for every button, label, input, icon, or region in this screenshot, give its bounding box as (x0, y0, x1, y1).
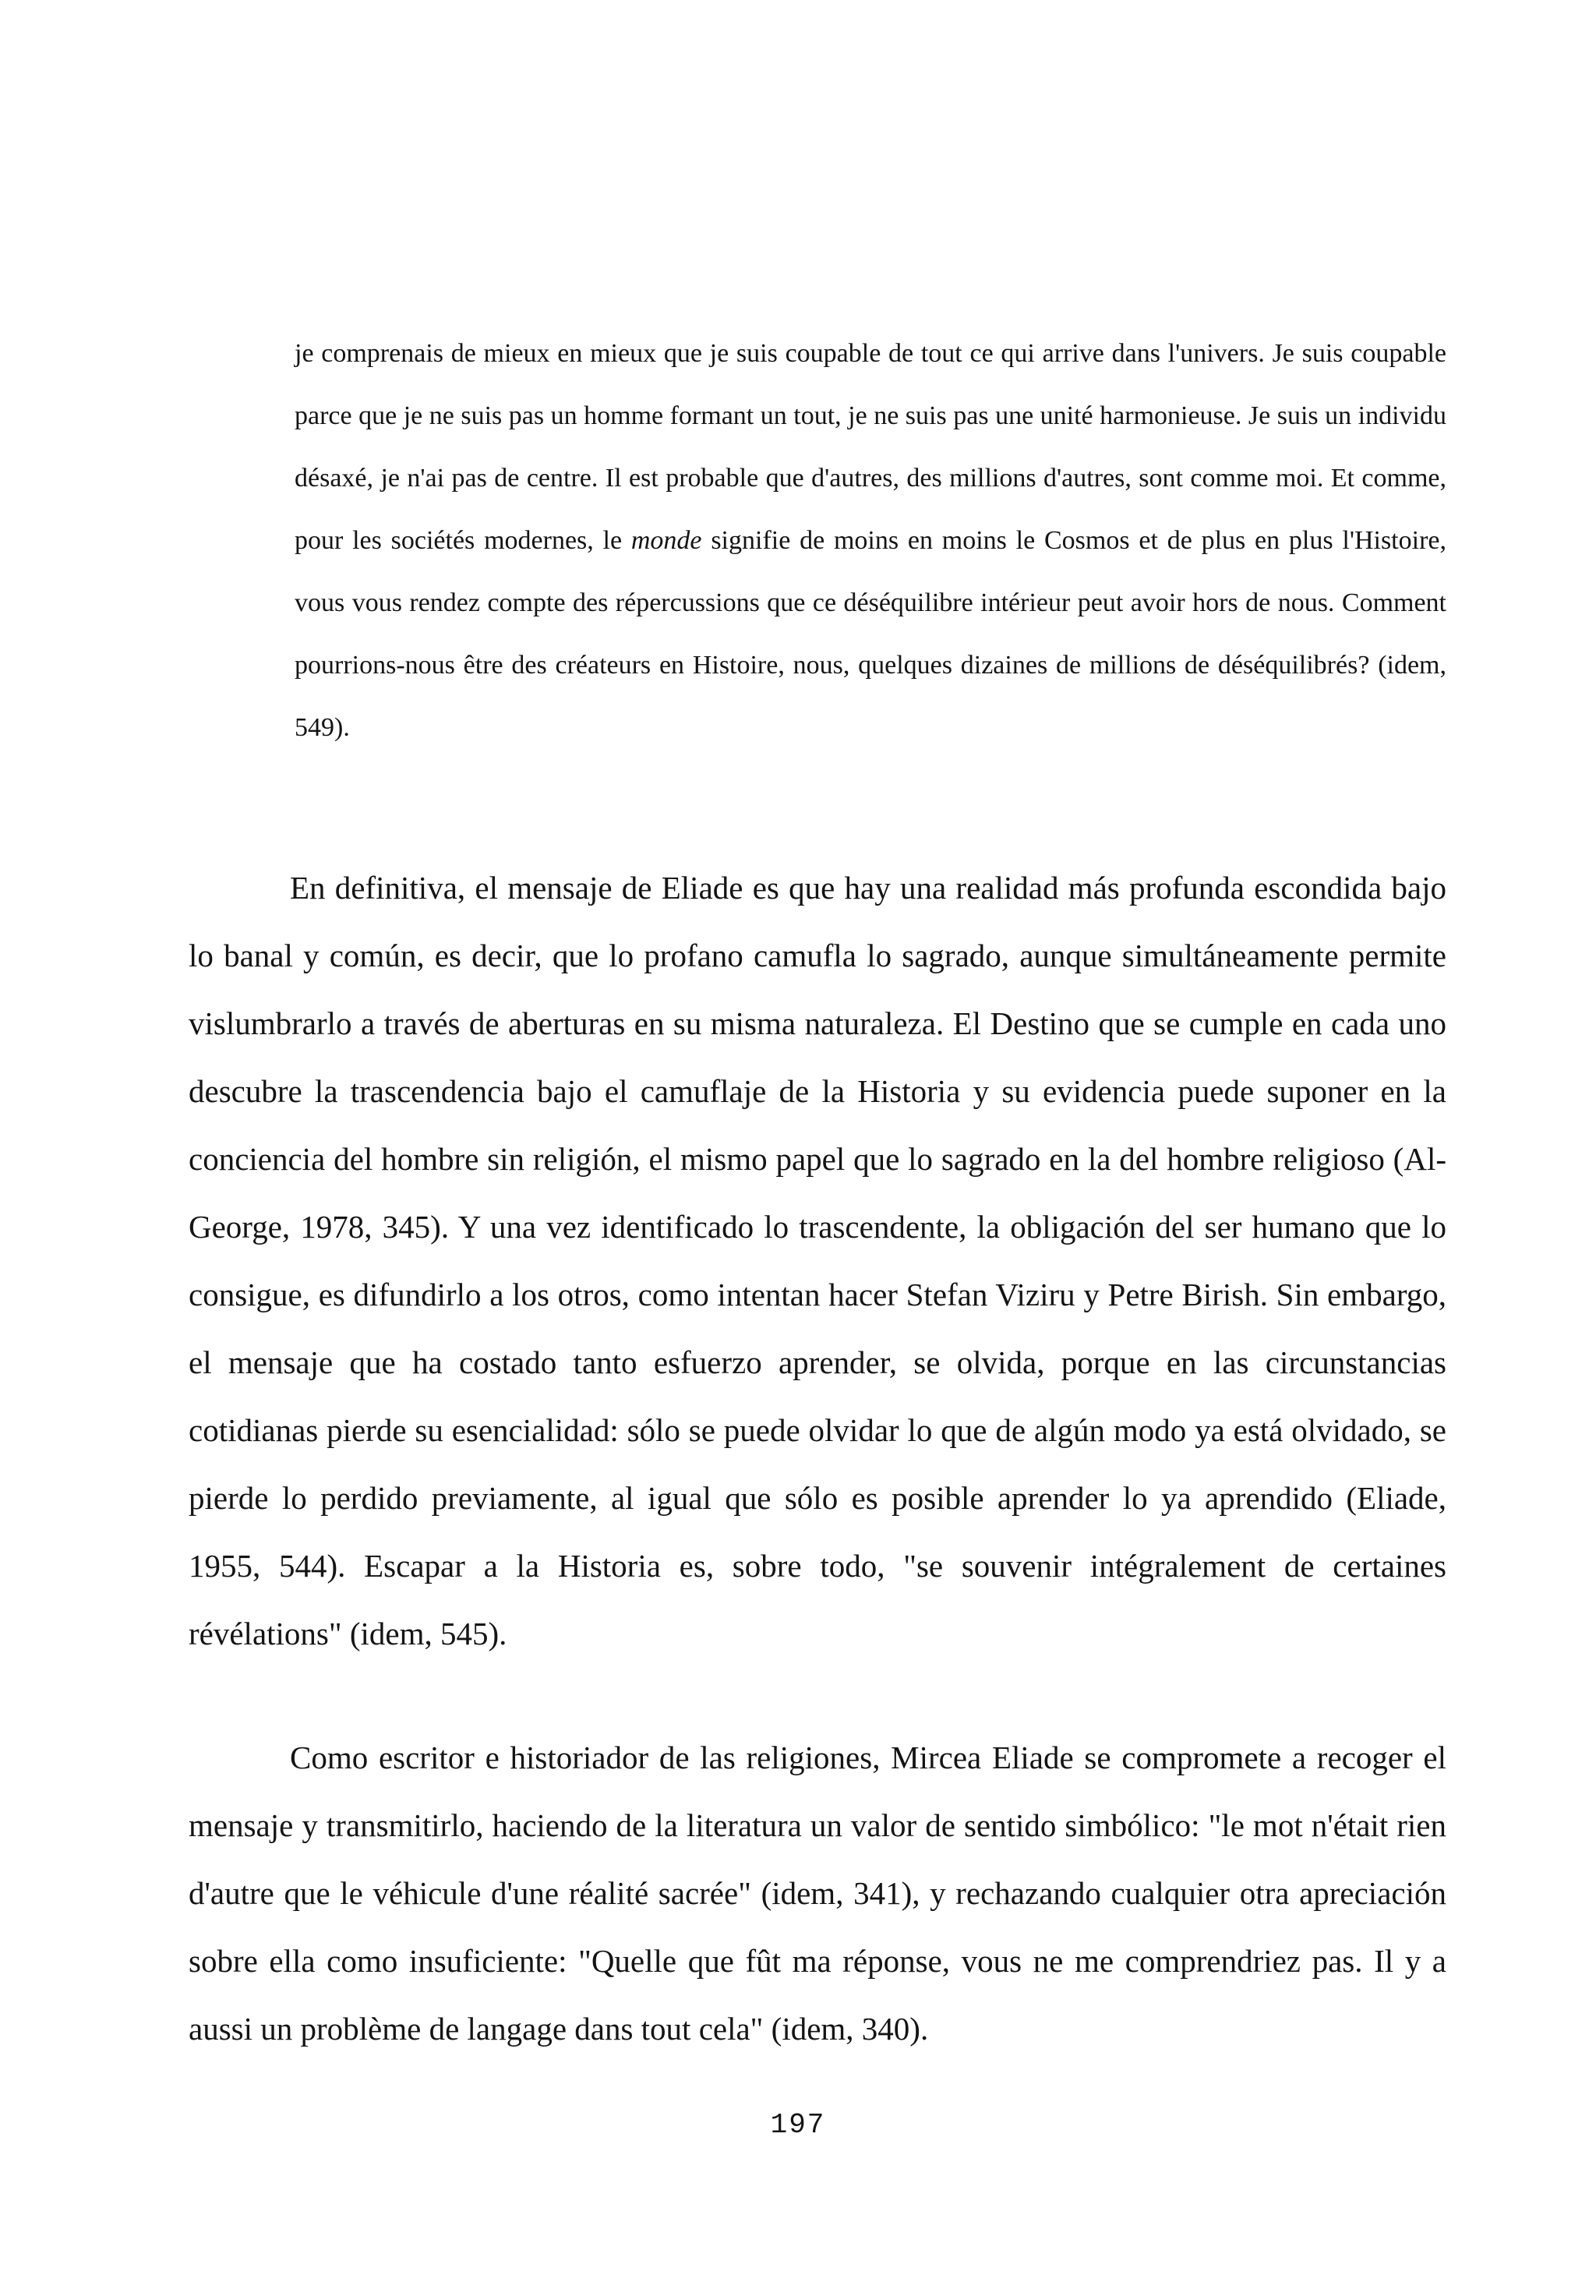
block-quote (295, 323, 1446, 759)
quote-text-start: je comprenais de mieux en mieux que je suis coupable de tout ce qui arrive dans l'univers. Je suis coupable parce que je ne suis pas un homme formant un tout, je ne suis pas une unité harmonieuse. Je suis un individu désaxé, je n'ai pas de centre. Il est probable que d'autres, des millions d'autres, sont comme moi. Et comme, pour les sociétés modernes, le (295, 339, 1446, 555)
quote-text-end: signifie de moins en moins le Cosmos et de plus en plus l'Histoire, vous vous rendez compte des répercussions que ce déséquilibre intérieur peut avoir hors de nous. Comment pourrions-nous être des créateurs en Histoire, nous, quelques dizaines de millions de déséquilibrés? (idem, 549). (295, 526, 1446, 742)
page-number: 197 (770, 2109, 826, 2141)
paragraph-1: En definitiva, el mensaje de Eliade es que hay una realidad más profunda escondida bajo lo banal y común, es decir, que lo profano camufla lo sagrado, aunque simultáneamente permite vislumbrarlo a través de aberturas en su misma naturaleza. El Destino que se cumple en cada uno descubre la trascendencia bajo el camuflaje de la Historia y su evidencia puede suponer en la conciencia del hombre sin religión, el mismo papel que lo sagrado en la del hombre religioso (Al-George, 1978, 345). Y una vez identificado lo trascendente, la obligación del ser humano que lo consigue, es difundirlo a los otros, como intentan hacer Stefan Viziru y Petre Birish. Sin embargo, el mensaje que ha costado tanto esfuerzo aprender, se olvida, porque en las circunstancias cotidianas pierde su esencialidad: sólo se puede olvidar lo que de algún modo ya está olvidado, se pierde lo perdido previamente, al igual que sólo es posible aprender lo ya aprendido (Eliade, 1955, 544). Escapar a la Historia es, sobre todo, "se souvenir intégralement de certaines révélations" (idem, 545). (189, 870, 1446, 1651)
quote-emphasis: monde (630, 526, 702, 555)
paragraph-2: Como escritor e historiador de las religiones, Mircea Eliade se compromete a recoger el mensaje y transmitirlo, haciendo de la literatura un valor de sentido simbólico: "le mot n'était rien d'autre que le véhicule d'une réalité sacrée" (idem, 341), y rechazando cualquier otra apreciación sobre ella como insuficiente: "Quelle que fût ma réponse, vous ne me comprendriez pas. Il y a aussi un problème de langage dans tout cela" (idem, 340). (189, 1740, 1446, 2047)
